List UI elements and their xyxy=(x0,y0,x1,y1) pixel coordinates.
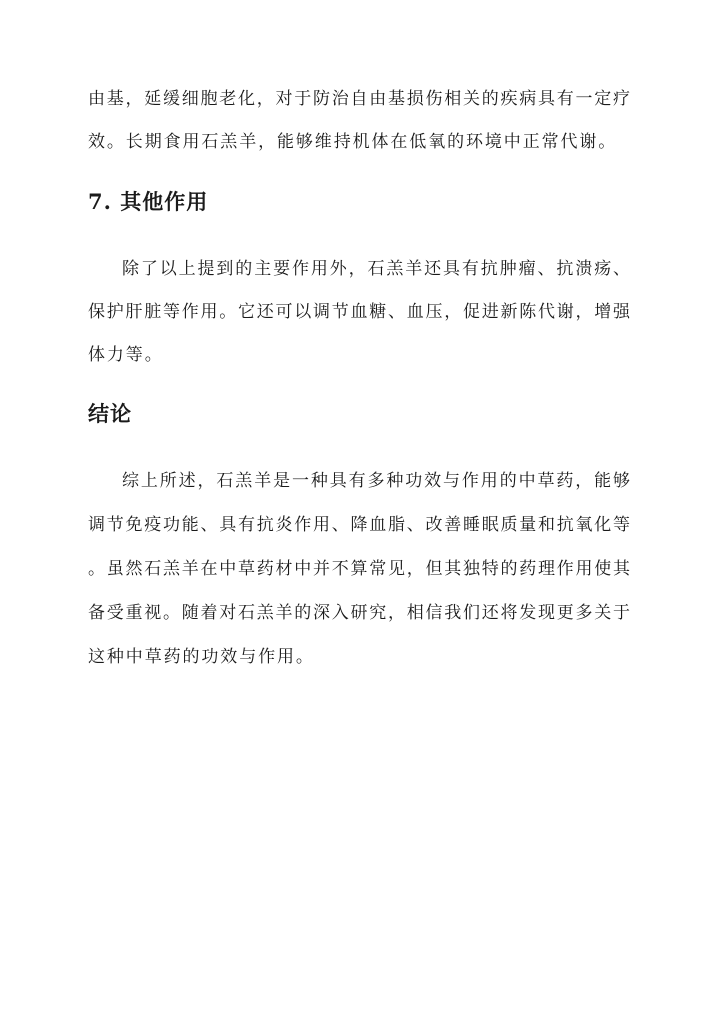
paragraph-line: 由基，延缓细胞老化，对于防治自由基损伤相关的疾病具有一定疗 xyxy=(88,89,630,109)
section-heading-other-effects: 7. 其他作用 xyxy=(88,189,209,214)
paragraph-line: 体力等。 xyxy=(88,345,164,365)
paragraph-line: 保护肝脏等作用。它还可以调节血糖、血压，促进新陈代谢，增强 xyxy=(88,302,630,322)
paragraph-line: 这种中草药的功效与作用。 xyxy=(88,647,315,667)
paragraph-line: 备受重视。随着对石羔羊的深入研究，相信我们还将发现更多关于 xyxy=(88,603,630,623)
paragraph-line: 调节免疫功能、具有抗炎作用、降血脂、改善睡眠质量和抗氧化等 xyxy=(88,515,630,535)
paragraph-line: 除了以上提到的主要作用外，石羔羊还具有抗肿瘤、抗溃疡、 xyxy=(122,259,630,279)
paragraph-line: 。虽然石羔羊在中草药材中并不算常见，但其独特的药理作用使其 xyxy=(88,559,630,579)
section-heading-conclusion: 结论 xyxy=(88,401,132,426)
paragraph-line: 综上所述，石羔羊是一种具有多种功效与作用的中草药，能够 xyxy=(122,471,630,491)
paragraph-line: 效。长期食用石羔羊，能够维持机体在低氧的环境中正常代谢。 xyxy=(88,132,618,152)
